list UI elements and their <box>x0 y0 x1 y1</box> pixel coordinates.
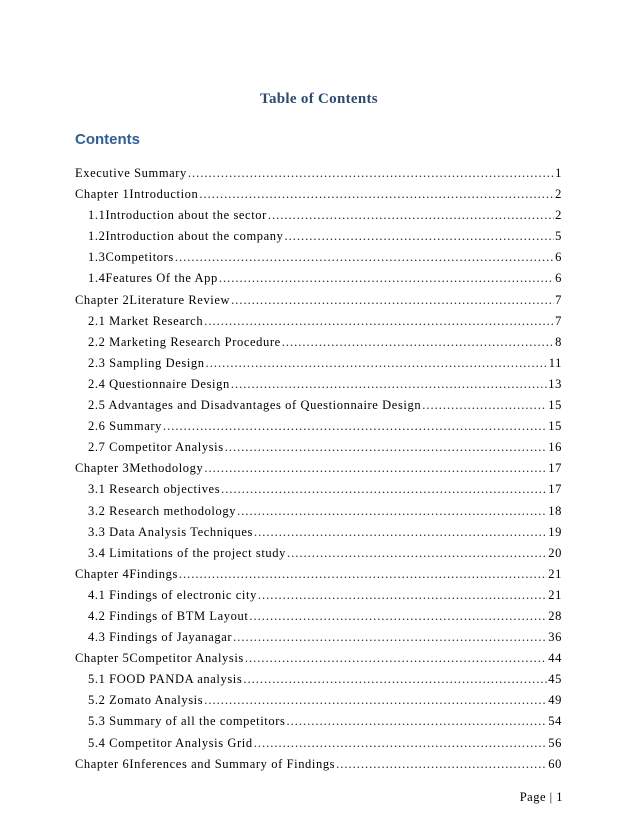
toc-entry-5-2[interactable]: 5.2 Zomato Analysis ..... 49 <box>75 690 562 711</box>
toc-entry-executive-summary[interactable]: Executive Summary ..... 1 <box>75 163 562 184</box>
toc-list <box>75 163 562 775</box>
toc-entry-2-7[interactable]: 2.7 Competitor Analysis ..... 16 <box>75 437 562 458</box>
toc-entry-3-4[interactable]: 3.4 Limitations of the project study ..... 20 <box>75 543 562 564</box>
toc-entry-2-1[interactable]: 2.1 Market Research ..... 7 <box>75 311 562 332</box>
toc-entry-2-5[interactable]: 2.5 Advantages and Disadvantages of Questionnaire Design ..... 15 <box>75 395 562 416</box>
contents-heading: Contents <box>75 131 140 148</box>
toc-entry-chapter-1[interactable]: Chapter 1 Introduction ..... 2 <box>75 184 562 205</box>
toc-entry-chapter-5[interactable]: Chapter 5 Competitor Analysis ..... 44 <box>75 648 562 669</box>
page-number: Page | 1 <box>519 790 563 804</box>
toc-entry-2-4[interactable]: 2.4 Questionnaire Design ..... 13 <box>75 374 562 395</box>
toc-entry-1-2[interactable]: 1.2 Introduction about the company ..... 5 <box>75 226 562 247</box>
toc-entry-2-2[interactable]: 2.2 Marketing Research Procedure ..... 8 <box>75 332 562 353</box>
toc-entry-2-3[interactable]: 2.3 Sampling Design ..... 11 <box>75 353 562 374</box>
toc-entry-chapter-6[interactable]: Chapter 6 Inferences and Summary of Findings ..... 60 <box>75 754 562 775</box>
toc-entry-3-2[interactable]: 3.2 Research methodology ..... 18 <box>75 501 562 522</box>
toc-entry-1-3[interactable]: 1.3 Competitors ..... 6 <box>75 247 562 268</box>
page-title: Table of Contents <box>260 91 378 107</box>
toc-entry-1-1[interactable]: 1.1 Introduction about the sector ..... 2 <box>75 205 562 226</box>
toc-entry-5-4[interactable]: 5.4 Competitor Analysis Grid ..... 56 <box>75 733 562 754</box>
toc-entry-3-3[interactable]: 3.3 Data Analysis Techniques ..... 19 <box>75 522 562 543</box>
toc-entry-chapter-4[interactable]: Chapter 4 Findings ..... 21 <box>75 564 562 585</box>
toc-entry-4-2[interactable]: 4.2 Findings of BTM Layout ..... 28 <box>75 606 562 627</box>
toc-entry-chapter-2[interactable]: Chapter 2 Literature Review ..... 7 <box>75 290 562 311</box>
toc-entry-4-1[interactable]: 4.1 Findings of electronic city ..... 21 <box>75 585 562 606</box>
toc-entry-1-4[interactable]: 1.4 Features Of the App ..... 6 <box>75 268 562 289</box>
toc-entry-3-1[interactable]: 3.1 Research objectives ..... 17 <box>75 479 562 500</box>
toc-entry-5-3[interactable]: 5.3 Summary of all the competitors ..... 54 <box>75 711 562 732</box>
toc-entry-2-6[interactable]: 2.6 Summary ..... 15 <box>75 416 562 437</box>
toc-entry-4-3[interactable]: 4.3 Findings of Jayanagar ..... 36 <box>75 627 562 648</box>
toc-entry-chapter-3[interactable]: Chapter 3 Methodology ..... 17 <box>75 458 562 479</box>
toc-entry-5-1[interactable]: 5.1 FOOD PANDA analysis ..... 45 <box>75 669 562 690</box>
